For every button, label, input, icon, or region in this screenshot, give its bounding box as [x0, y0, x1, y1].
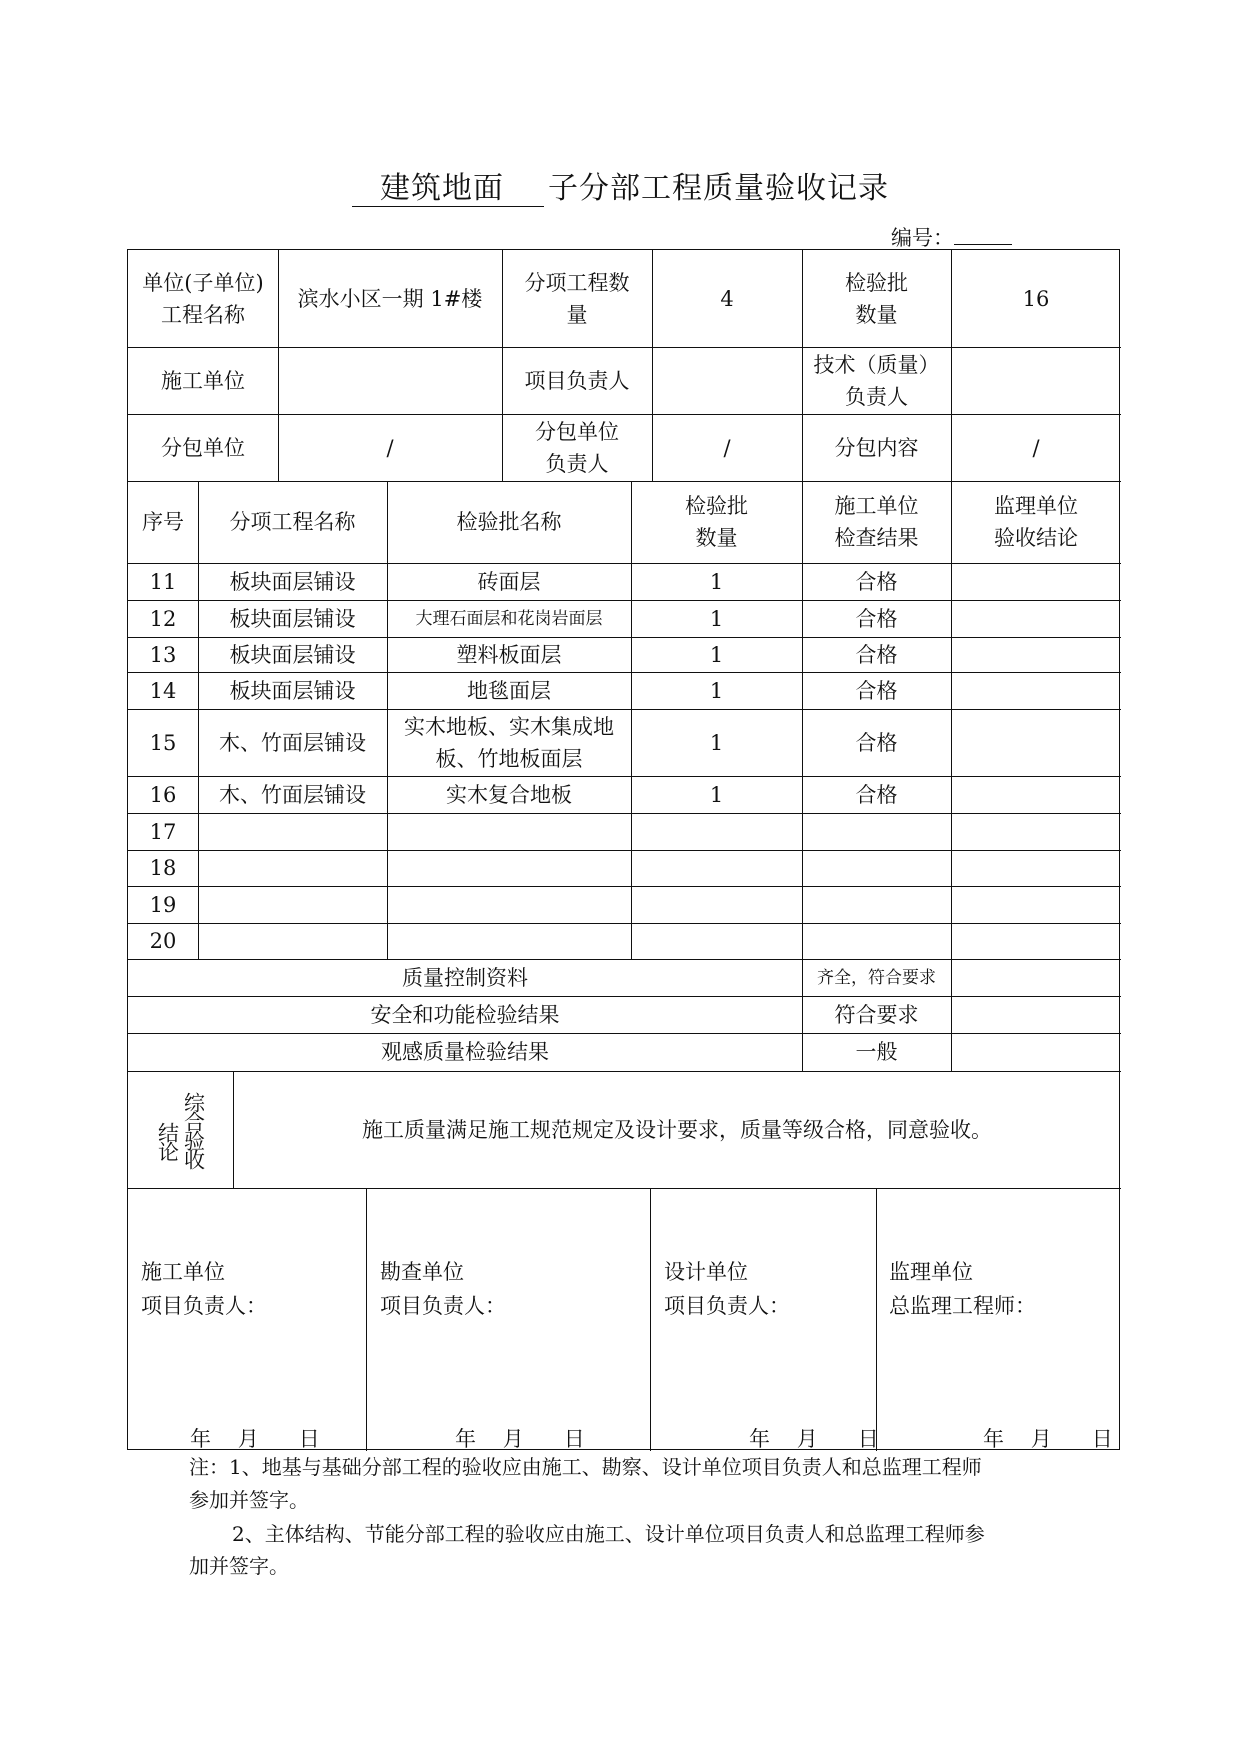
acceptance-form-table: [127, 249, 1120, 1450]
row-accept: [951, 563, 1121, 600]
record-number-label: 编号：: [891, 226, 954, 250]
row-seq: 11: [149, 569, 177, 594]
item-count-label: 分项工程数 量: [524, 270, 630, 327]
row-item: 板块面层铺设: [229, 678, 356, 703]
col-header-accept: 监理单位 验收结论: [994, 494, 1078, 550]
row-seq: 17: [149, 819, 177, 844]
project-manager-value: [652, 347, 802, 414]
row-batch: 地毯面层: [467, 678, 551, 703]
row-accept: [951, 600, 1121, 637]
row-batch: 实木复合地板: [446, 782, 572, 807]
row-seq: 18: [149, 856, 177, 880]
col-header-item: 分项工程名称: [229, 510, 356, 534]
project-manager-label: 项目负责人: [524, 368, 630, 393]
page-title: [0, 163, 1241, 207]
project-name-label: 单位(子单位) 工程名称: [142, 270, 264, 327]
project-name-value: 滨水小区一期 1#楼: [297, 286, 483, 311]
conclusion-label: 综合验收 结论: [155, 1091, 206, 1168]
signature-supervisor-date: 年 月 日: [983, 1427, 1113, 1451]
conclusion-text: 施工质量满足施工规范规定及设计要求，质量等级合格，同意验收。: [362, 1117, 992, 1142]
tech-manager-label: 技术（质量） 负责人: [813, 352, 940, 409]
subcontractor-label: 分包单位: [161, 435, 245, 460]
summary-appearance-result: 一般: [855, 1040, 898, 1064]
batch-count-label: 检验批 数量: [845, 270, 908, 327]
row-accept: [951, 776, 1121, 813]
row-check: 合格: [855, 606, 898, 631]
subcontractor-value: /: [386, 435, 394, 460]
row-count: 1: [709, 642, 724, 667]
signature-supervisor: 监理单位 总监理工程师：: [889, 1260, 1036, 1318]
batch-count-value: 16: [1022, 286, 1050, 311]
summary-appearance-label: 观感质量检验结果: [381, 1040, 549, 1064]
record-number-blank: [954, 225, 1012, 245]
note-1-line-1: 注：1、地基与基础分部工程的验收应由施工、勘察、设计单位项目负责人和总监理工程师: [189, 1455, 982, 1479]
row-seq: 13: [149, 642, 177, 667]
row-item: 木、竹面层铺设: [219, 782, 366, 807]
row-check: 合格: [855, 642, 898, 667]
tech-manager-value: [951, 347, 1121, 414]
row-batch: 大理石面层和花岗岩面层: [415, 608, 603, 629]
signature-design: 设计单位 项目负责人：: [664, 1260, 790, 1318]
row-check: 合格: [855, 782, 898, 807]
col-header-seq: 序号: [142, 510, 184, 534]
item-count-value: 4: [720, 286, 734, 311]
col-header-check: 施工单位 检查结果: [834, 494, 919, 550]
row-item: 板块面层铺设: [229, 606, 356, 631]
signature-design-date: 年 月 日: [749, 1427, 879, 1451]
contractor-value: [278, 347, 502, 414]
note-2-line-2: 加并签字。: [189, 1554, 289, 1578]
summary-safety-label: 安全和功能检验结果: [370, 1002, 560, 1027]
contractor-label: 施工单位: [161, 368, 245, 393]
row-seq: 16: [149, 782, 177, 807]
row-seq: 15: [149, 730, 177, 755]
row-accept: [951, 709, 1121, 776]
title-subdivision-name: 建筑地面: [352, 172, 544, 207]
note-2-line-1: 2、主体结构、节能分部工程的验收应由施工、设计单位项目负责人和总监理工程师参: [232, 1522, 985, 1546]
row-count: 1: [709, 782, 724, 807]
row-item: 木、竹面层铺设: [219, 730, 366, 755]
subcontract-content-value: /: [1032, 435, 1040, 460]
col-header-count: 检验批 数量: [685, 494, 748, 550]
row-accept: [951, 637, 1121, 672]
signature-contractor: 施工单位 项目负责人：: [141, 1260, 267, 1318]
row-count: 1: [709, 730, 724, 755]
col-header-batch: 检验批名称: [456, 510, 562, 534]
signature-survey-date: 年 月 日: [455, 1427, 585, 1451]
row-count: 1: [709, 606, 724, 631]
row-item: 板块面层铺设: [229, 569, 356, 594]
row-count: 1: [709, 678, 724, 703]
subcontractor-manager-value: /: [723, 435, 731, 460]
row-seq: 20: [149, 929, 177, 953]
row-check: 合格: [855, 569, 898, 594]
row-check: 合格: [855, 730, 898, 755]
title-text: 子分部工程质量验收记录: [548, 171, 889, 206]
signature-contractor-date: 年 月 日: [190, 1427, 320, 1451]
row-batch: 砖面层: [477, 569, 541, 594]
row-item: 板块面层铺设: [229, 642, 356, 667]
row-count: 1: [709, 569, 724, 594]
row-accept: [951, 672, 1121, 709]
signature-survey: 勘查单位 项目负责人：: [380, 1260, 506, 1318]
record-number: [891, 222, 1012, 252]
row-check: 合格: [855, 678, 898, 703]
summary-safety-result: 符合要求: [834, 1002, 919, 1027]
summary-quality-docs-label: 质量控制资料: [402, 965, 528, 990]
row-seq: 12: [149, 606, 177, 631]
note-1-line-2: 参加并签字。: [189, 1488, 309, 1512]
row-batch: 塑料板面层: [456, 642, 562, 667]
subcontract-content-label: 分包内容: [834, 435, 919, 460]
subcontractor-manager-label: 分包单位 负责人: [535, 419, 619, 476]
row-seq: 19: [149, 892, 177, 917]
row-seq: 14: [149, 678, 177, 703]
row-batch: 实木地板、实木集成地 板、竹地板面层: [404, 714, 614, 771]
summary-quality-docs-result: 齐全，符合要求: [817, 967, 936, 988]
